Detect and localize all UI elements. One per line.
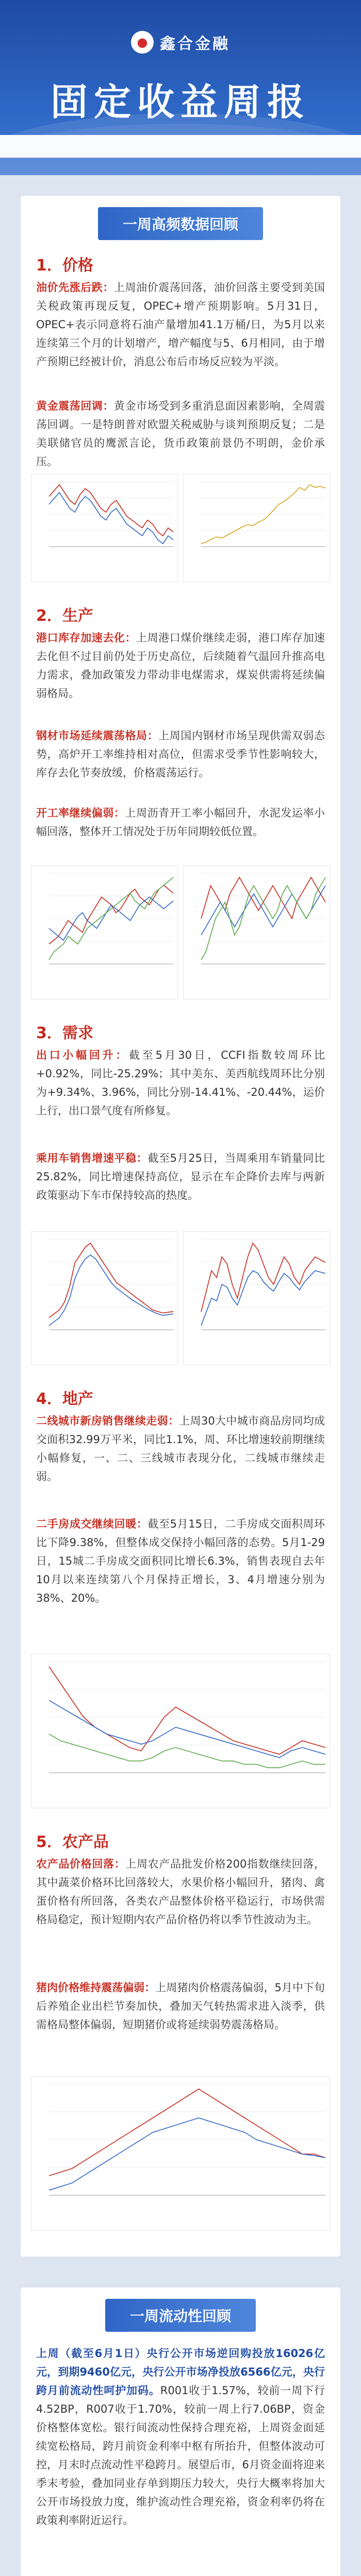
car-chart [183,1231,330,1365]
car-paragraph [36,1149,325,1205]
gold-chart-svg [184,477,331,564]
brand-name: 鑫合金融 [160,35,230,53]
export-paragraph [36,1046,325,1120]
car-chart-svg [184,1234,331,1347]
brand-logo [0,31,361,54]
series-line [201,1243,325,1312]
gold-keyword: 黄金震荡回调： [36,400,114,412]
agri-paragraph [36,1855,325,1929]
blast-chart-svg [184,868,331,981]
pork-keyword: 猪肉价格维持震荡偏弱： [36,1981,156,1994]
brand-logo-icon: ● [131,31,154,54]
steel-keyword: 钢材市场延续震荡格局： [36,730,159,742]
heading-production: 2．生产 [36,607,93,625]
secondhand-paragraph [36,1515,325,1607]
liquidity-paragraph [36,2344,325,2530]
coal-chart-svg [31,868,178,981]
heading-demand: 3．需求 [36,1024,93,1042]
pork-paragraph [36,1978,325,2034]
section-banner: 一周流动性回顾 [105,2299,256,2332]
series-line [49,1667,325,1754]
secondhand-text: 截至5月15日，二手房成交面积周环比下降9.38%，但整体成交保持小幅回落的态势。5月1-29日，15城二手房成交面积同比增长6.3%，销售表现自去年10月以来连续第八个月保持正增长，3、4月增速分别为38%、20%。 [36,1518,325,1604]
house-chart [31,1654,330,1808]
series-line [49,2089,325,2176]
coal-chart [31,866,178,999]
high-freq-card [21,196,340,2257]
secondhand-keyword: 二手房成交继续回暖： [36,1518,148,1530]
blast-chart [183,866,330,999]
oil-keyword: 油价先涨后跌： [36,281,114,294]
series-line [201,1270,325,1326]
section-banner: 一周高频数据回顾 [98,207,263,240]
steel-text: 上周国内钢材市场呈现供需双弱态势，高炉开工率维持相对高位，但需求受季节性影响较大，库存去化节奏放缓，价格震荡运行。 [36,730,325,779]
house-chart-svg [31,1656,331,1790]
oil-chart-svg [31,477,178,564]
pork-chart-svg [31,2079,331,2213]
oil-paragraph [36,278,325,371]
gold-text: 黄金市场受到多重消息面因素影响，全周震荡回调。一是特朗普对欧盟关税威胁与谈判预期反复；二是美联储官员的鹰派言论，货币政策前景仍不明朗，金价承压。 [36,400,325,468]
gold-paragraph [36,397,325,471]
newhouse-keyword: 二线城市新房销售继续走弱： [36,1415,179,1427]
rebar-paragraph [36,804,325,841]
pork-text: 上周猪肉价格震荡偏弱，5月中下旬后养殖企业出栏节奏加快，叠加天气转热需求进入淡季，供需格局整体偏弱，短期猪价或将延续弱势震荡格局。 [36,1981,325,2031]
ccfi-chart [31,1231,178,1365]
ccfi-chart-svg [31,1234,178,1347]
export-keyword: 出口小幅回升： [36,1049,129,1061]
series-line [49,493,173,544]
car-keyword: 乘用车销售增速平稳： [36,1152,148,1164]
gold-chart [183,474,330,582]
agri-keyword: 农产品价格回落： [36,1858,126,1870]
port-paragraph [36,629,325,703]
series-line [49,1700,325,1757]
date-bar [0,135,361,158]
rebar-keyword: 开工率继续偏弱： [36,807,125,819]
liquidity-text: R001收于1.57%，较前一周下行4.52BP，R007收于1.70%，较前一周上行7.06BP，资金价格整体宽松。银行间流动性保持合理充裕，上周资金面延续宽松格局，跨月前资金利率中枢有所抬升，但整体波动可控，月末时点流动性平稳跨月。展望后市，6月资金面将迎来季末考验，叠加同业存单到期压力较大，央行大概率将加大公开市场投放力度，维护流动性合理充裕，资金利率仍将在政策利率附近运行。 [36,2384,325,2527]
header [0,0,361,175]
steel-paragraph [36,726,325,782]
port-keyword: 港口库存加速去化： [36,632,137,644]
page-title: 固定收益周报 [50,80,310,124]
series-line [49,485,173,536]
series-line [49,1255,173,1326]
newhouse-paragraph [36,1412,325,1486]
port-text: 上周港口煤价继续走弱，港口库存加速去化但不过目前仍处于历史高位，后续随着气温回升推高电力需求，叠加政策发力带动非电煤需求，煤炭供需将延续偏弱格局。 [36,632,325,700]
heading-estate: 4．地产 [36,1390,93,1408]
series-line [49,2118,325,2190]
series-line [49,885,173,944]
pork-chart [31,2076,330,2231]
liquidity-highlight: 上周（截至6月1日）央行公开市场逆回购投放16026亿元，到期9460亿元，央行公开市场净投放6566亿元，央行跨月前流动性呵护加码。 [36,2347,325,2397]
agri-text: 上周农产品批发价格200指数继续回落，其中蔬菜价格环比回落较大，水果价格小幅回升，猪肉、禽蛋价格有所回落，各类农产品整体价格平稳运行，市场供需格局稳定，预计短期内农产品价格仍将以季节性波动为主。 [36,1858,325,1926]
liquidity-card [21,2287,340,2576]
export-text: 截至5月30日，CCFI指数较周环比+0.92%，同比-25.29%；其中美东、美西航线周环比分别为+9.34%、3.96%，同比分别-14.41%、-20.44%，运价上行，出口景气度有所修复。 [36,1049,325,1117]
series-line [201,886,325,935]
series-line [49,1243,173,1318]
oil-chart [31,474,178,582]
heading-price: 1．价格 [36,257,93,275]
car-text: 截至5月25日，当周乘用车销量同比25.82%，同比增速保持高位，显示在车企降价去库与两新政策驱动下车市保持较高的热度。 [36,1152,325,1201]
heading-agri: 5．农产品 [36,1833,109,1851]
oil-text: 上周油价震荡回落，油价回落主要受到美国关税政策再现反复，OPEC+增产预期影响。5月31日，OPEC+表示同意将石油产量增加41.1万桶/日，为5月以来连续第三个月的计划增产，增产幅度与5、6月相同，由于增产预期已经被计价，消息公布后市场反应较为平淡。 [36,281,325,368]
series-line [201,877,325,919]
newhouse-text: 上周30大中城市商品房同均成交面积32.99万平米，同比1.1%，周、环比增速较前期继续小幅修复，一、二、三线城市表现分化，二线城市继续走弱。 [36,1415,325,1483]
rebar-text: 上周沥青开工率小幅回升，水泥发运率小幅回落，整体开工情况处于历年同期较低位置。 [36,807,325,838]
series-line [49,1734,325,1768]
